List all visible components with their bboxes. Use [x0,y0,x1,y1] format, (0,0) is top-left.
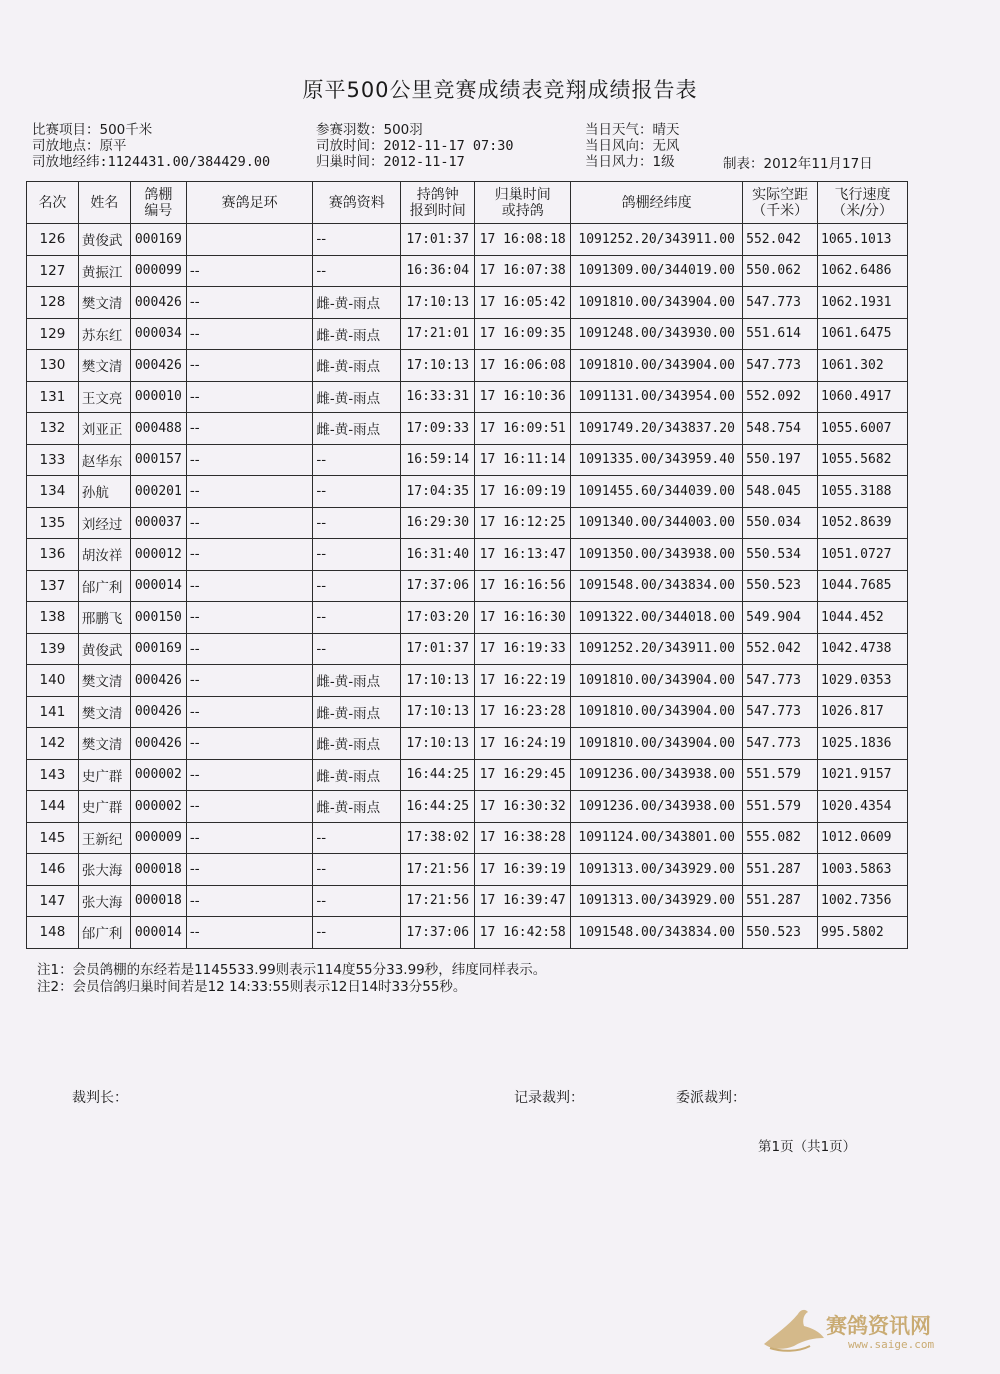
cell-loft: 000426 [130,665,186,697]
cell-distance: 555.082 [743,822,818,854]
cell-speed: 1062.1931 [818,287,908,319]
cell-arrival-time: 17 16:30:32 [475,791,571,823]
header-distance: 实际空距 （千米） [743,182,818,224]
release-location: 司放地点：原平 [32,138,127,154]
cell-report-time: 17:01:37 [401,224,475,256]
table-row [27,665,908,697]
cell-speed: 1003.5863 [818,854,908,886]
table-row [27,570,908,602]
cell-report-time: 17:21:01 [401,318,475,350]
table-row [27,255,908,287]
cell-speed: 1061.6475 [818,318,908,350]
cell-loft: 000099 [130,255,186,287]
cell-speed: 1042.4738 [818,633,908,665]
cell-ring: -- [186,696,313,728]
cell-name: 张大海 [78,885,130,917]
cell-report-time: 17:10:13 [401,696,475,728]
header-coords: 鸽棚经纬度 [571,182,743,224]
cell-rank: 128 [27,287,79,319]
cell-rank: 145 [27,822,79,854]
cell-report-time: 16:36:04 [401,255,475,287]
event-info-right [585,122,680,170]
event-info-left [32,122,270,170]
cell-ring [186,224,313,256]
cell-info: -- [313,602,401,634]
cell-arrival-time: 17 16:42:58 [475,917,571,949]
cell-report-time: 16:44:25 [401,759,475,791]
cell-loft: 000169 [130,633,186,665]
cell-speed: 1044.7685 [818,570,908,602]
table-row [27,350,908,382]
cell-distance: 551.287 [743,885,818,917]
cell-ring: -- [186,854,313,886]
cell-name: 孙航 [78,476,130,508]
cell-distance: 550.523 [743,570,818,602]
cell-name: 史广群 [78,759,130,791]
cell-distance: 550.034 [743,507,818,539]
cell-ring: -- [186,350,313,382]
cell-loft: 000018 [130,885,186,917]
cell-rank: 141 [27,696,79,728]
cell-loft: 000018 [130,854,186,886]
cell-loft: 000034 [130,318,186,350]
cell-distance: 550.523 [743,917,818,949]
cell-ring: -- [186,539,313,571]
cell-rank: 131 [27,381,79,413]
results-table [26,181,908,949]
cell-rank: 133 [27,444,79,476]
cell-rank: 146 [27,854,79,886]
cell-speed: 1061.302 [818,350,908,382]
cell-distance: 551.614 [743,318,818,350]
cell-rank: 147 [27,885,79,917]
cell-ring: -- [186,287,313,319]
cell-speed: 1060.4917 [818,381,908,413]
cell-name: 樊文清 [78,287,130,319]
cell-info: -- [313,224,401,256]
cell-arrival-time: 17 16:39:47 [475,885,571,917]
cell-coords: 1091248.00/343930.00 [571,318,743,350]
cell-info: -- [313,507,401,539]
cell-arrival-time: 17 16:11:14 [475,444,571,476]
report-title: 原平500公里竞赛成绩表竞翔成绩报告表 [302,78,698,102]
cell-report-time: 16:33:31 [401,381,475,413]
weather: 当日天气：晴天 [585,122,680,138]
watermark-url: www.saige.com [848,1338,935,1351]
cell-info: -- [313,854,401,886]
cell-loft: 000012 [130,539,186,571]
cell-info: -- [313,917,401,949]
cell-coords: 1091810.00/343904.00 [571,287,743,319]
cell-info: 雌-黄-雨点 [313,665,401,697]
cell-coords: 1091810.00/343904.00 [571,350,743,382]
cell-loft: 000488 [130,413,186,445]
cell-speed: 1025.1836 [818,728,908,760]
table-row [27,318,908,350]
cell-speed: 995.5802 [818,917,908,949]
cell-name: 樊文清 [78,665,130,697]
table-row [27,444,908,476]
cell-name: 史广群 [78,791,130,823]
cell-info: 雌-黄-雨点 [313,759,401,791]
table-row [27,476,908,508]
cell-speed: 1044.452 [818,602,908,634]
table-row [27,381,908,413]
cell-info: -- [313,255,401,287]
cell-coords: 1091810.00/343904.00 [571,696,743,728]
cell-info: 雌-黄-雨点 [313,381,401,413]
cell-speed: 1021.9157 [818,759,908,791]
cell-name: 樊文清 [78,350,130,382]
cell-rank: 127 [27,255,79,287]
table-row [27,885,908,917]
cell-rank: 126 [27,224,79,256]
cell-rank: 132 [27,413,79,445]
cell-report-time: 17:09:33 [401,413,475,445]
cell-arrival-time: 17 16:09:51 [475,413,571,445]
cell-loft: 000014 [130,570,186,602]
cell-name: 张大海 [78,854,130,886]
header-arrival-time: 归巢时间 或持鸽 [475,182,571,224]
cell-coords: 1091309.00/344019.00 [571,255,743,287]
cell-ring: -- [186,885,313,917]
cell-loft: 000169 [130,224,186,256]
table-row [27,822,908,854]
cell-arrival-time: 17 16:29:45 [475,759,571,791]
cell-name: 樊文清 [78,696,130,728]
header-report-time: 持鸽钟 报到时间 [401,182,475,224]
cell-rank: 130 [27,350,79,382]
watermark-text: 赛鸽资讯网 [826,1314,931,1338]
table-row [27,917,908,949]
cell-rank: 137 [27,570,79,602]
cell-name: 邰广利 [78,570,130,602]
table-row [27,728,908,760]
cell-report-time: 17:03:20 [401,602,475,634]
cell-distance: 551.579 [743,759,818,791]
table-row [27,633,908,665]
cell-coords: 1091313.00/343929.00 [571,854,743,886]
cell-loft: 000426 [130,696,186,728]
table-row [27,413,908,445]
cell-speed: 1065.1013 [818,224,908,256]
release-time: 司放时间：2012-11-17 07:30 [316,138,514,154]
cell-report-time: 17:10:13 [401,287,475,319]
cell-info: 雌-黄-雨点 [313,318,401,350]
cell-speed: 1051.0727 [818,539,908,571]
cell-distance: 549.904 [743,602,818,634]
assigned-judge-label: 委派裁判： [676,1090,746,1106]
cell-coords: 1091548.00/343834.00 [571,917,743,949]
cell-report-time: 16:29:30 [401,507,475,539]
wind-force: 当日风力：1级 [585,154,675,170]
table-row [27,791,908,823]
table-row [27,696,908,728]
cell-coords: 1091313.00/343929.00 [571,885,743,917]
cell-speed: 1052.8639 [818,507,908,539]
cell-ring: -- [186,791,313,823]
cell-distance: 547.773 [743,728,818,760]
cell-distance: 550.534 [743,539,818,571]
cell-name: 刘亚正 [78,413,130,445]
cell-distance: 550.062 [743,255,818,287]
cell-coords: 1091335.00/343959.40 [571,444,743,476]
cell-coords: 1091810.00/343904.00 [571,665,743,697]
event-item: 比赛项目：500千米 [32,122,153,138]
cell-rank: 136 [27,539,79,571]
cell-loft: 000426 [130,728,186,760]
cell-distance: 548.754 [743,413,818,445]
cell-distance: 547.773 [743,696,818,728]
header-info: 赛鸽资料 [313,182,401,224]
cell-info: -- [313,885,401,917]
cell-name: 苏东红 [78,318,130,350]
cell-coords: 1091236.00/343938.00 [571,759,743,791]
cell-rank: 138 [27,602,79,634]
cell-ring: -- [186,444,313,476]
chief-judge-label: 裁判长： [72,1090,128,1106]
table-row [27,287,908,319]
cell-ring: -- [186,255,313,287]
cell-ring: -- [186,476,313,508]
header-ring: 赛鸽足环 [186,182,313,224]
cell-speed: 1062.6486 [818,255,908,287]
cell-rank: 143 [27,759,79,791]
table-row [27,507,908,539]
cell-info: -- [313,570,401,602]
cell-ring: -- [186,728,313,760]
cell-distance: 552.092 [743,381,818,413]
header-loft: 鸽棚 编号 [130,182,186,224]
cell-ring: -- [186,570,313,602]
cell-distance: 551.579 [743,791,818,823]
table-row [27,539,908,571]
cell-loft: 000426 [130,287,186,319]
cell-rank: 142 [27,728,79,760]
cell-speed: 1029.0353 [818,665,908,697]
cell-arrival-time: 17 16:09:35 [475,318,571,350]
cell-arrival-time: 17 16:13:47 [475,539,571,571]
cell-arrival-time: 17 16:19:33 [475,633,571,665]
cell-report-time: 17:21:56 [401,885,475,917]
cell-ring: -- [186,822,313,854]
cell-report-time: 17:01:37 [401,633,475,665]
cell-speed: 1055.3188 [818,476,908,508]
header-rank: 名次 [27,182,79,224]
cell-loft: 000037 [130,507,186,539]
cell-coords: 1091749.20/343837.20 [571,413,743,445]
cell-info: -- [313,444,401,476]
notes [37,962,546,996]
cell-info: -- [313,539,401,571]
note-1: 注1：会员鸽棚的东经若是1145533.99则表示114度55分33.99秒，纬度同样表示。 [37,962,547,978]
cell-distance: 547.773 [743,665,818,697]
cell-info: 雌-黄-雨点 [313,728,401,760]
cell-loft: 000150 [130,602,186,634]
cell-ring: -- [186,759,313,791]
cell-ring: -- [186,665,313,697]
cell-name: 胡汝祥 [78,539,130,571]
cell-ring: -- [186,507,313,539]
cell-name: 王新纪 [78,822,130,854]
cell-rank: 148 [27,917,79,949]
cell-rank: 144 [27,791,79,823]
cell-name: 黄振江 [78,255,130,287]
release-coords: 司放地经纬:1124431.00/384429.00 [32,154,271,170]
cell-loft: 000201 [130,476,186,508]
cell-speed: 1002.7356 [818,885,908,917]
cell-ring: -- [186,381,313,413]
cell-name: 樊文清 [78,728,130,760]
cell-info: 雌-黄-雨点 [313,413,401,445]
cell-arrival-time: 17 16:10:36 [475,381,571,413]
cell-coords: 1091548.00/343834.00 [571,570,743,602]
cell-coords: 1091455.60/344039.00 [571,476,743,508]
cell-arrival-time: 17 16:07:38 [475,255,571,287]
cell-arrival-time: 17 16:06:08 [475,350,571,382]
cell-coords: 1091124.00/343801.00 [571,822,743,854]
cell-ring: -- [186,413,313,445]
cell-arrival-time: 17 16:09:19 [475,476,571,508]
cell-loft: 000002 [130,759,186,791]
cell-loft: 000426 [130,350,186,382]
cell-speed: 1012.0609 [818,822,908,854]
cell-report-time: 16:31:40 [401,539,475,571]
cell-name: 王文亮 [78,381,130,413]
cell-ring: -- [186,602,313,634]
cell-arrival-time: 17 16:08:18 [475,224,571,256]
cell-loft: 000009 [130,822,186,854]
cell-report-time: 17:38:02 [401,822,475,854]
cell-distance: 552.042 [743,224,818,256]
cell-distance: 550.197 [743,444,818,476]
page-number: 第1页（共1页） [758,1139,857,1155]
table-row [27,224,908,256]
cell-info: 雌-黄-雨点 [313,287,401,319]
cell-rank: 140 [27,665,79,697]
cell-report-time: 17:37:06 [401,570,475,602]
cell-ring: -- [186,917,313,949]
table-row [27,602,908,634]
cell-report-time: 17:37:06 [401,917,475,949]
cell-coords: 1091810.00/343904.00 [571,728,743,760]
cell-report-time: 16:44:25 [401,791,475,823]
cell-speed: 1020.4354 [818,791,908,823]
cell-report-time: 17:04:35 [401,476,475,508]
cell-arrival-time: 17 16:22:19 [475,665,571,697]
cell-loft: 000014 [130,917,186,949]
cell-report-time: 17:21:56 [401,854,475,886]
cell-info: 雌-黄-雨点 [313,350,401,382]
cell-report-time: 17:10:13 [401,728,475,760]
cell-speed: 1055.6007 [818,413,908,445]
cell-info: -- [313,633,401,665]
cell-coords: 1091131.00/343954.00 [571,381,743,413]
cell-arrival-time: 17 16:38:28 [475,822,571,854]
cell-rank: 135 [27,507,79,539]
cell-coords: 1091236.00/343938.00 [571,791,743,823]
table-body [27,224,908,949]
cell-arrival-time: 17 16:23:28 [475,696,571,728]
cell-speed: 1055.5682 [818,444,908,476]
cell-ring: -- [186,318,313,350]
cell-report-time: 17:10:13 [401,350,475,382]
note-2: 注2：会员信鸽归巢时间若是12 14:33:55则表示12日14时33分55秒。 [37,979,467,995]
cell-info: -- [313,822,401,854]
entry-count: 参赛羽数：500羽 [316,122,423,138]
cell-distance: 552.042 [743,633,818,665]
table-row [27,759,908,791]
watermark-logo [758,1304,968,1364]
recorder-judge-label: 记录裁判： [514,1090,584,1106]
cell-name: 黄俊武 [78,224,130,256]
cell-name: 黄俊武 [78,633,130,665]
cell-arrival-time: 17 16:12:25 [475,507,571,539]
cell-name: 邢鹏飞 [78,602,130,634]
cell-rank: 139 [27,633,79,665]
cell-rank: 134 [27,476,79,508]
header-speed: 飞行速度 （米/分） [818,182,908,224]
cell-name: 邰广利 [78,917,130,949]
made-date: 制表：2012年11月17日 [723,156,873,172]
cell-distance: 551.287 [743,854,818,886]
cell-coords: 1091252.20/343911.00 [571,224,743,256]
cell-name: 刘经过 [78,507,130,539]
cell-loft: 000157 [130,444,186,476]
event-info-middle [316,122,514,170]
table-header-row [27,182,908,224]
cell-coords: 1091252.20/343911.00 [571,633,743,665]
cell-arrival-time: 17 16:24:19 [475,728,571,760]
cell-arrival-time: 17 16:39:19 [475,854,571,886]
cell-info: 雌-黄-雨点 [313,791,401,823]
cell-distance: 548.045 [743,476,818,508]
cell-distance: 547.773 [743,350,818,382]
cell-report-time: 17:10:13 [401,665,475,697]
cell-ring: -- [186,633,313,665]
cell-arrival-time: 17 16:16:56 [475,570,571,602]
cell-arrival-time: 17 16:05:42 [475,287,571,319]
cell-coords: 1091340.00/344003.00 [571,507,743,539]
cell-speed: 1026.817 [818,696,908,728]
cell-loft: 000002 [130,791,186,823]
cell-coords: 1091322.00/344018.00 [571,602,743,634]
cell-coords: 1091350.00/343938.00 [571,539,743,571]
return-time: 归巢时间：2012-11-17 [316,154,465,170]
cell-loft: 000010 [130,381,186,413]
pigeon-icon [758,1304,828,1356]
table-row [27,854,908,886]
cell-info: -- [313,476,401,508]
cell-rank: 129 [27,318,79,350]
wind-direction: 当日风向：无风 [585,138,680,154]
cell-info: 雌-黄-雨点 [313,696,401,728]
cell-arrival-time: 17 16:16:30 [475,602,571,634]
cell-name: 赵华东 [78,444,130,476]
cell-distance: 547.773 [743,287,818,319]
header-name: 姓名 [78,182,130,224]
cell-report-time: 16:59:14 [401,444,475,476]
